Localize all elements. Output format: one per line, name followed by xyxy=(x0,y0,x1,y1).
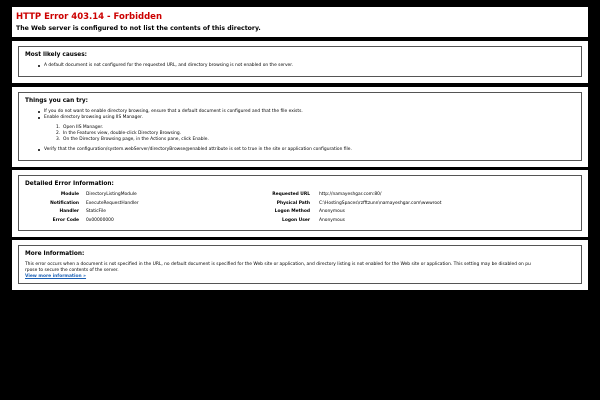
causes-panel xyxy=(12,41,588,83)
detail-value: StaticFile xyxy=(86,209,106,215)
detail-value: C:\HostingSpaces\rzfftzunn\namayeshgar.com\wwwroot xyxy=(319,200,442,206)
detail-value: http://namayeshgar.com:80/ xyxy=(319,192,382,197)
try-list xyxy=(25,109,575,121)
details-heading: Detailed Error Information: xyxy=(25,181,114,187)
details-row xyxy=(19,209,479,218)
detail-value: DirectoryListingModule xyxy=(86,192,137,197)
details-panel xyxy=(12,170,588,237)
step-number: 2. xyxy=(56,131,61,136)
step-text: In the Features view, double-click Directory Browsing. xyxy=(63,131,182,136)
step-number: 1. xyxy=(56,125,61,130)
details-row xyxy=(19,218,479,227)
detail-label: Error Code xyxy=(52,217,79,223)
try-heading: Things you can try: xyxy=(25,98,88,104)
iis-steps-list xyxy=(25,125,575,143)
cause-item: A default document is not configured for the requested URL, and directory browsing is not enabled on the server. xyxy=(25,63,575,69)
detail-label: Requested URL xyxy=(272,192,310,197)
error-title: HTTP Error 403.14 - Forbidden xyxy=(16,12,162,22)
detail-value: 0x00000000 xyxy=(86,217,114,223)
step-text: On the Directory Browsing page, in the Actions pane, click Enable. xyxy=(63,137,209,142)
error-header xyxy=(12,7,588,37)
error-subtitle: The Web server is configured to not list the contents of this directory. xyxy=(16,25,261,32)
try-item: Verify that the configuration/system.webServer/directoryBrowse@enabled attribute is set to true in the site or application configuration file. xyxy=(25,147,575,153)
step-item xyxy=(25,137,575,143)
details-table xyxy=(19,192,479,226)
detail-label: Handler xyxy=(59,209,79,215)
detail-label: Physical Path xyxy=(276,200,310,206)
more-info-panel xyxy=(12,240,588,290)
try-item xyxy=(25,115,575,121)
causes-box xyxy=(18,46,582,77)
detail-label: Module xyxy=(60,192,79,197)
more-info-box xyxy=(18,245,582,284)
detail-value: Anonymous xyxy=(319,209,345,215)
detail-label: Logon User xyxy=(282,217,310,223)
step-text: Open IIS Manager. xyxy=(63,125,104,130)
more-info-text xyxy=(25,262,575,274)
more-info-heading: More Information: xyxy=(25,251,85,257)
try-list-continued xyxy=(25,147,575,153)
detail-value: Anonymous xyxy=(319,217,345,223)
try-item: If you do not want to enable directory browsing, ensure that a default document is configured and that the file exists. xyxy=(25,109,575,115)
causes-list xyxy=(25,63,575,69)
more-info-line: rpose to secure the contents of the server. xyxy=(25,267,119,273)
try-panel xyxy=(12,87,588,167)
step-number: 3. xyxy=(56,137,61,142)
details-row xyxy=(19,192,479,201)
try-item-text: Enable directory browsing using IIS Manager. xyxy=(44,115,143,120)
detail-label: Notification xyxy=(50,200,79,206)
try-box xyxy=(18,92,582,161)
details-row xyxy=(19,201,479,210)
detail-label: Logon Method xyxy=(274,209,310,215)
details-box xyxy=(18,175,582,231)
causes-heading: Most likely causes: xyxy=(25,52,88,58)
view-more-information-link[interactable]: View more information » xyxy=(25,273,87,279)
detail-value: ExecuteRequestHandler xyxy=(86,200,139,206)
more-info-line: This error occurs when a document is not specified in the URL, no default document is specified for the Web site or application, and directory listing is not enabled for the Web site or application. This setting may be disabled on pu xyxy=(25,262,531,267)
